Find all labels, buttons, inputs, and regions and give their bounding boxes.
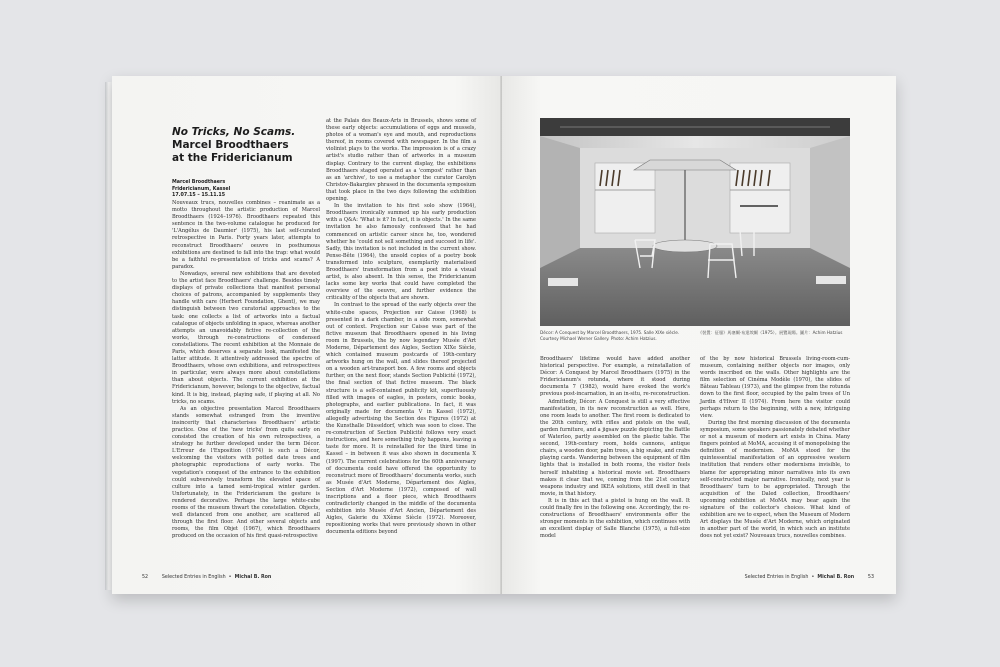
paragraph: at the Palais des Beaux-Arts in Brussels, shows some of these early objects: accumulations of eggs and mussels, photos of a woman's eye and mouth, and reproductions thereof, in rooms covered with newspaper. In the film a violinist plays to the works. The impression is of a crazy artist's studio rather than of artworks in a museum display. Contrary to the current display, the exhibitions Broodthaers staged operated as a 'compost' rather than as an 'archive', to use a metaphor the curator Carolyn Christov-Bakargiev phrased in the documenta symposium that took place in the two days following the exhibition opening. — [326, 118, 476, 203]
paragraph: Broodthaers' lifetime would have added another historical perspective. For example, a reinstallation of Décor: A Conquest by Marcel Broodthaers (1975) in the Fridericianum's rotunda, where it stood during documenta 7 (1982), would have evoked the work's previous post-incarnation, in an in-situ, re-reconstruction. — [540, 356, 690, 398]
section-name: Selected Entries in English — [744, 575, 809, 580]
title-line: at the Fridericianum — [172, 152, 293, 164]
left-column-1 — [172, 200, 320, 540]
paragraph: During the first morning discussion of the documenta symposium, some speakers passionately debated whether or not a museum of modern art exists in China. Many fingers pointed at MoMA, accusing it of monopolising the definition of modernism. MoMA stood for the quintessential manifestation of an oppressive western institution that renders other modernisms invisible, to blame for appropriating minor narratives into its own self-constructed major narrative. Ironically, next year is Broodthaers' turn to be appropriated. Through the acquisition of the Daled collection, Broodthaers' upcoming exhibition at MoMA may bear again the signature of the collector's choices. What kind of exhibition are we to expect, when the Museum of Modern Art displays the Musée d'Art Moderne, which originated in another part of the world, in which such an institute does not yet exist? Nouveaux trucs, nouvelles combines. — [700, 419, 850, 540]
author-name: Michal B. Ron — [234, 575, 272, 580]
page-number: 52 — [142, 575, 149, 580]
venue: Fridericianum, Kassel — [172, 186, 231, 192]
exhibition-info — [172, 180, 312, 200]
left-page — [112, 76, 502, 594]
paragraph: In the invitation to his first solo show (1964), Broodthaers ironically summed up his early production with a Q&A: 'What is it? In fact, it is objects.' In the same invitation he also famously confessed that he had commenced on artistic career since he, too, wondered whether he 'could not sell something and succeed in life'. Sadly, this invitation is not included in the current show. Pense-Bête (1964), the unsold copies of a poetry book transformed into sculpture, exemplarily materialised Broodthaers' transformation from a poet into a visual artist, is also absent. In this sense, the Fridericianum lacks some key works that could have completed the overview of the oeuvre, and further evidence the criticality of the objects that are shown. — [326, 203, 476, 302]
right-column-1 — [540, 356, 690, 546]
title-line: Marcel Broodthaers — [172, 139, 289, 151]
title-line: No Tricks, No Scams. — [172, 126, 296, 138]
paragraph: Nouveaux trucs, nouvelles combines – reanimate as a motto throughout the artistic production of Marcel Broodthaers (1924–1976). Broodthaers repeated this sentence in the two-volume catalogue he produced for 'L'Angélus de Daumier' (1975), his last self-curated retrospective in Paris. Forty years later, attempts to reconstruct Broodthaers' oeuvre in posthumous exhibitions are destined to fall into the trap: what would be a faithful re-presentation of tricks and scams? A paradox. — [172, 200, 320, 270]
paragraph: It is in this act that a pistol is hung on the wall. It could finally fire in the following one. Accordingly, the re-constructions of Broodthaers' environments offer the stronger moments in the exhibition, which continues with an excellent display of Salle Blanche (1975), a full-size model — [540, 497, 690, 540]
paragraph: In contrast to the spread of the early objects over the white-cube spaces, Projection sur Caisse (1968) is presented in a dark chamber, in a side room, somewhat out of context. Projection sur Caisse was part of the fictive museum that Broodthaers opened in his living room in Brussels, the by now legendary Musée d'Art Moderne, Département des Aigles, Section XIXe Siècle, which contained museum postcards of 19th-century artworks hung on the wall, and slides thereof projected on a wooden art-transport box. A few rooms and objects further, on the next floor, stands Section Publicité (1972), the final section of that fictive museum. The black structure is a self-contained publicity kit, superfluously filled with images of eagles, in posters, comic books, photographs, and earlier publications. In fact, it was originally made for documenta V in Kassel (1972), allegedly advertising the Section des Figures (1972) at the Kunsthalle Düsseldorf, which was soon to close. The re-construction of Section Publicité follows very exact instructions, and here something truly happens, leaving a taste for more. It is reinstalled for the third time in Kassel – in between it was also shown in documenta X (1997). The current celebrations for the 60th anniversary of documenta could have offered the opportunity to reconstruct more of Broodthaers' documenta works, such as Musée d'Art Moderne, Département des Aigles, Section d'Art Moderne (1972), composed of wall inscriptions and a floor piece, which Broodthaers contradictorily changed in the middle of the documenta exhibition into Musée d'Art Ancien, Département des Aigles, Galerie du XXème Siècle (1972). Moreover, repositioning works that were previously shown in other documenta editions beyond — [326, 302, 476, 536]
installation-photo-image — [540, 118, 850, 326]
page-number: 53 — [867, 575, 874, 580]
article-title — [172, 126, 312, 165]
left-column-2 — [326, 118, 476, 538]
paragraph: Nowadays, several new exhibitions that are devoted to the artist face Broodthaers' challenge. Besides timely displays of private collections that manifest personal choices of patrons, accompanied by supplements they handle with care (Herbert Foundation, Ghent), we may distinguish between two curatorial approaches to the task: one collects a list of artworks into a factual catalogue of objects unfolding in space, whereas another attempts an unavoidably fictive re-collection of the works, through re-constructions of condensed constellations. The recent exhibition at the Monnaie de Paris, which deserves a separate look, manifested the latter attitude. It attentively addressed the spectre of Broodthaers, whose own exhibitions, and retrospectives in particular, were always more about constellations than about objects. The current exhibition at the Fridericianum, however, belongs to the objective, factual kind. It is big, instead, playing safe, if playing at all. No tricks, no scams. — [172, 270, 320, 405]
right-column-2 — [700, 356, 850, 546]
dates: 17.07.15 – 15.11.15 — [172, 193, 226, 199]
section-name: Selected Entries in English — [161, 575, 226, 580]
installation-photo — [540, 118, 850, 326]
paragraph: Admittedly, Décor: A Conquest is still a very effective manifestation, in its new reconstruction as well. Here, one room leads to another. The first room is dedicated to the 20th century, with rifles and pistols on the wall, garden furniture, and a jigsaw puzzle depicting the Battle of Waterloo, partly assembled on the plastic table. The second, 19th-century room, holds cannons, antique chairs, a wooden door, palm trees, a big snake, and crabs playing cards. Wandering between the equipment of film lights that is installed in both rooms, the visitor feels herself inhabiting a historical movie set. Broodthaers makes it clear that we, coming from the 21st century weapons industry and IKEA solutions, still dwell in that movie, in that history. — [540, 398, 690, 497]
right-page — [502, 76, 896, 594]
artist-name: Marcel Broodthaers — [172, 180, 226, 185]
left-footer: 52 Selected Entries in English • Michal B. Ron — [142, 575, 272, 580]
magazine-spread — [112, 76, 896, 594]
author-name: Michal B. Ron — [817, 575, 855, 580]
paragraph: of the by now historical Brussels living-room-cum-museum, containing neither objects nor images, only words inscribed on the walls. Other highlights are the film selection of Cinéma Modèle (1970), the slides of Bâteau Tableau (1973), and the glimpse from the rotunda down to the first floor, occupied by the palm trees of Un Jardin d'Hiver II (1974). From here the visitor could perhaps return to the beginning, with a new, intriguing view. — [700, 356, 850, 419]
photo-caption-english: Décor: A Conquest by Marcel Broodthaers, 1975. Salle XIXe siècle. Courtesy Michael Werner Gallery. Photo: Achim Hatzius. — [540, 330, 680, 341]
paragraph: As an objective presentation Marcel Broodthaers stands somewhat estranged from the inventive insincerity that characterises Broodthaers' artistic practice. One of the 'new tricks' from quite early on consisted the creation of his own retrospectives, a strategy he further developed under the term Décor. L'Erreur de l'Exposition (1974) is such a Décor, welcoming the visitors with potted date trees and photographic reproductions of early works. The vegetation's conquest of the entrance to the exhibition could subversively transform the elevated space of culture into a tamed semi-tropical winter garden. Unfortunately, in the Fridericianum the gesture is rendered decorative. Perhaps the large white-cube rooms of the museum thwart the constellation. Objects, well distanced from one another, are scattered all through the first floor. And other several objects and rooms, the film Objet (1967), which Broodthaers produced on the occasion of his first quasi-retrospective — [172, 405, 320, 540]
photo-caption-chinese: 《裝置：征服》馬塞爾·布達埃爾（1975）。展覽現場。圖片：Achim Hatzius — [698, 330, 843, 335]
right-footer: Selected Entries in English • Michal B. Ron 53 — [744, 575, 874, 580]
